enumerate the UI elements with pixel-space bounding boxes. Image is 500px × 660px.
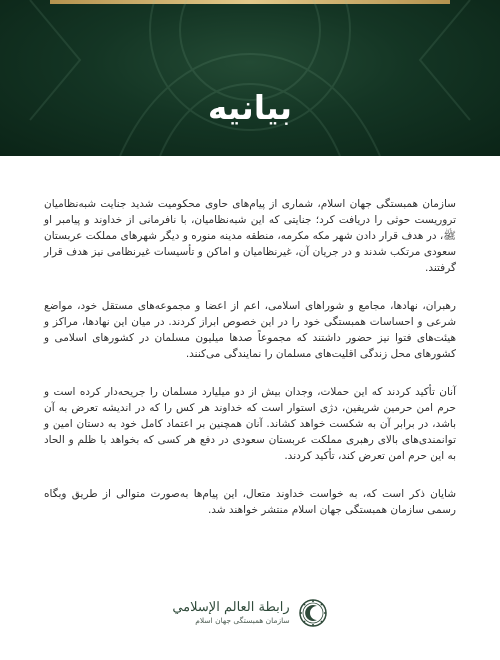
- footer-logo: [0, 598, 500, 628]
- crescent-emblem-icon: [298, 598, 328, 628]
- logo-arabic-name: رابطة العالم الإسلامي: [172, 600, 290, 615]
- paragraph-3: آنان تأکید کردند که این حملات، وجدان بیش از دو میلیارد مسلمان را جریحه‌دار کرده است و حرم امن حرمین شریفین، دژی استوار است که خداوند هر کس را که در اندیشه تعرض به آن باشد، در برابر آن به شکست خواهد کشاند. آنان همچنین بر اعتماد کامل خود به دستان امین و توانمندی‌های بالای رهبری مملکت عربستان سعودی در دفع هر کسی که بخواهد با ظلم و الحاد به این حرم امن تعرض کند، تأکید کردند.: [44, 386, 456, 462]
- logo-persian-name: سازمان همبستگی جهان اسلام: [195, 616, 290, 625]
- logo-text: [172, 600, 289, 626]
- paragraph-2: رهبران، نهادها، مجامع و شوراهای اسلامی، اعم از اعضا و مجموعه‌های مستقل خود، مواضع شرعی و احساسات همبستگی خود را در این خصوص ابراز کردند. در میان این نهادها، مراکز و هیئت‌های فتوا نیز حضور داشتند که مجموعاً صدها میلیون مسلمان در کشورهای اسلامی و کشورهای محل زندگی اقلیت‌های مسلمان را نمایندگی می‌کنند.: [44, 300, 456, 360]
- paragraph-1: سازمان همبستگی جهان اسلام، شماری از پیام‌های حاوی محکومیت شدید جنایت شبه‌نظامیان تروریست حوثی را دریافت کرد؛ جنایتی که این شبه‌نظامیان، با نافرمانی از خداوند و پیامبر او ﷺ، در هدف قرار دادن شهر مکه مکرمه، منطقه مدینه منوره و دیگر شهرهای مملکت عربستان سعودی مرتکب شدند و در جریان آن، غیرنظامیان و اماکن و تأسیسات غیرنظامی نیز هدف قرار گرفتند.: [44, 198, 456, 274]
- statement-body: [44, 196, 456, 540]
- paragraph-4: شایان ذکر است که، به خواست خداوند متعال، این پیام‌ها به‌صورت متوالی از طریق وبگاه رسمی سازمان همبستگی جهان اسلام منتشر خواهند شد.: [44, 488, 456, 516]
- header-banner: [0, 0, 500, 156]
- page-title: بیانیه: [207, 88, 293, 127]
- background-pattern: [0, 0, 500, 156]
